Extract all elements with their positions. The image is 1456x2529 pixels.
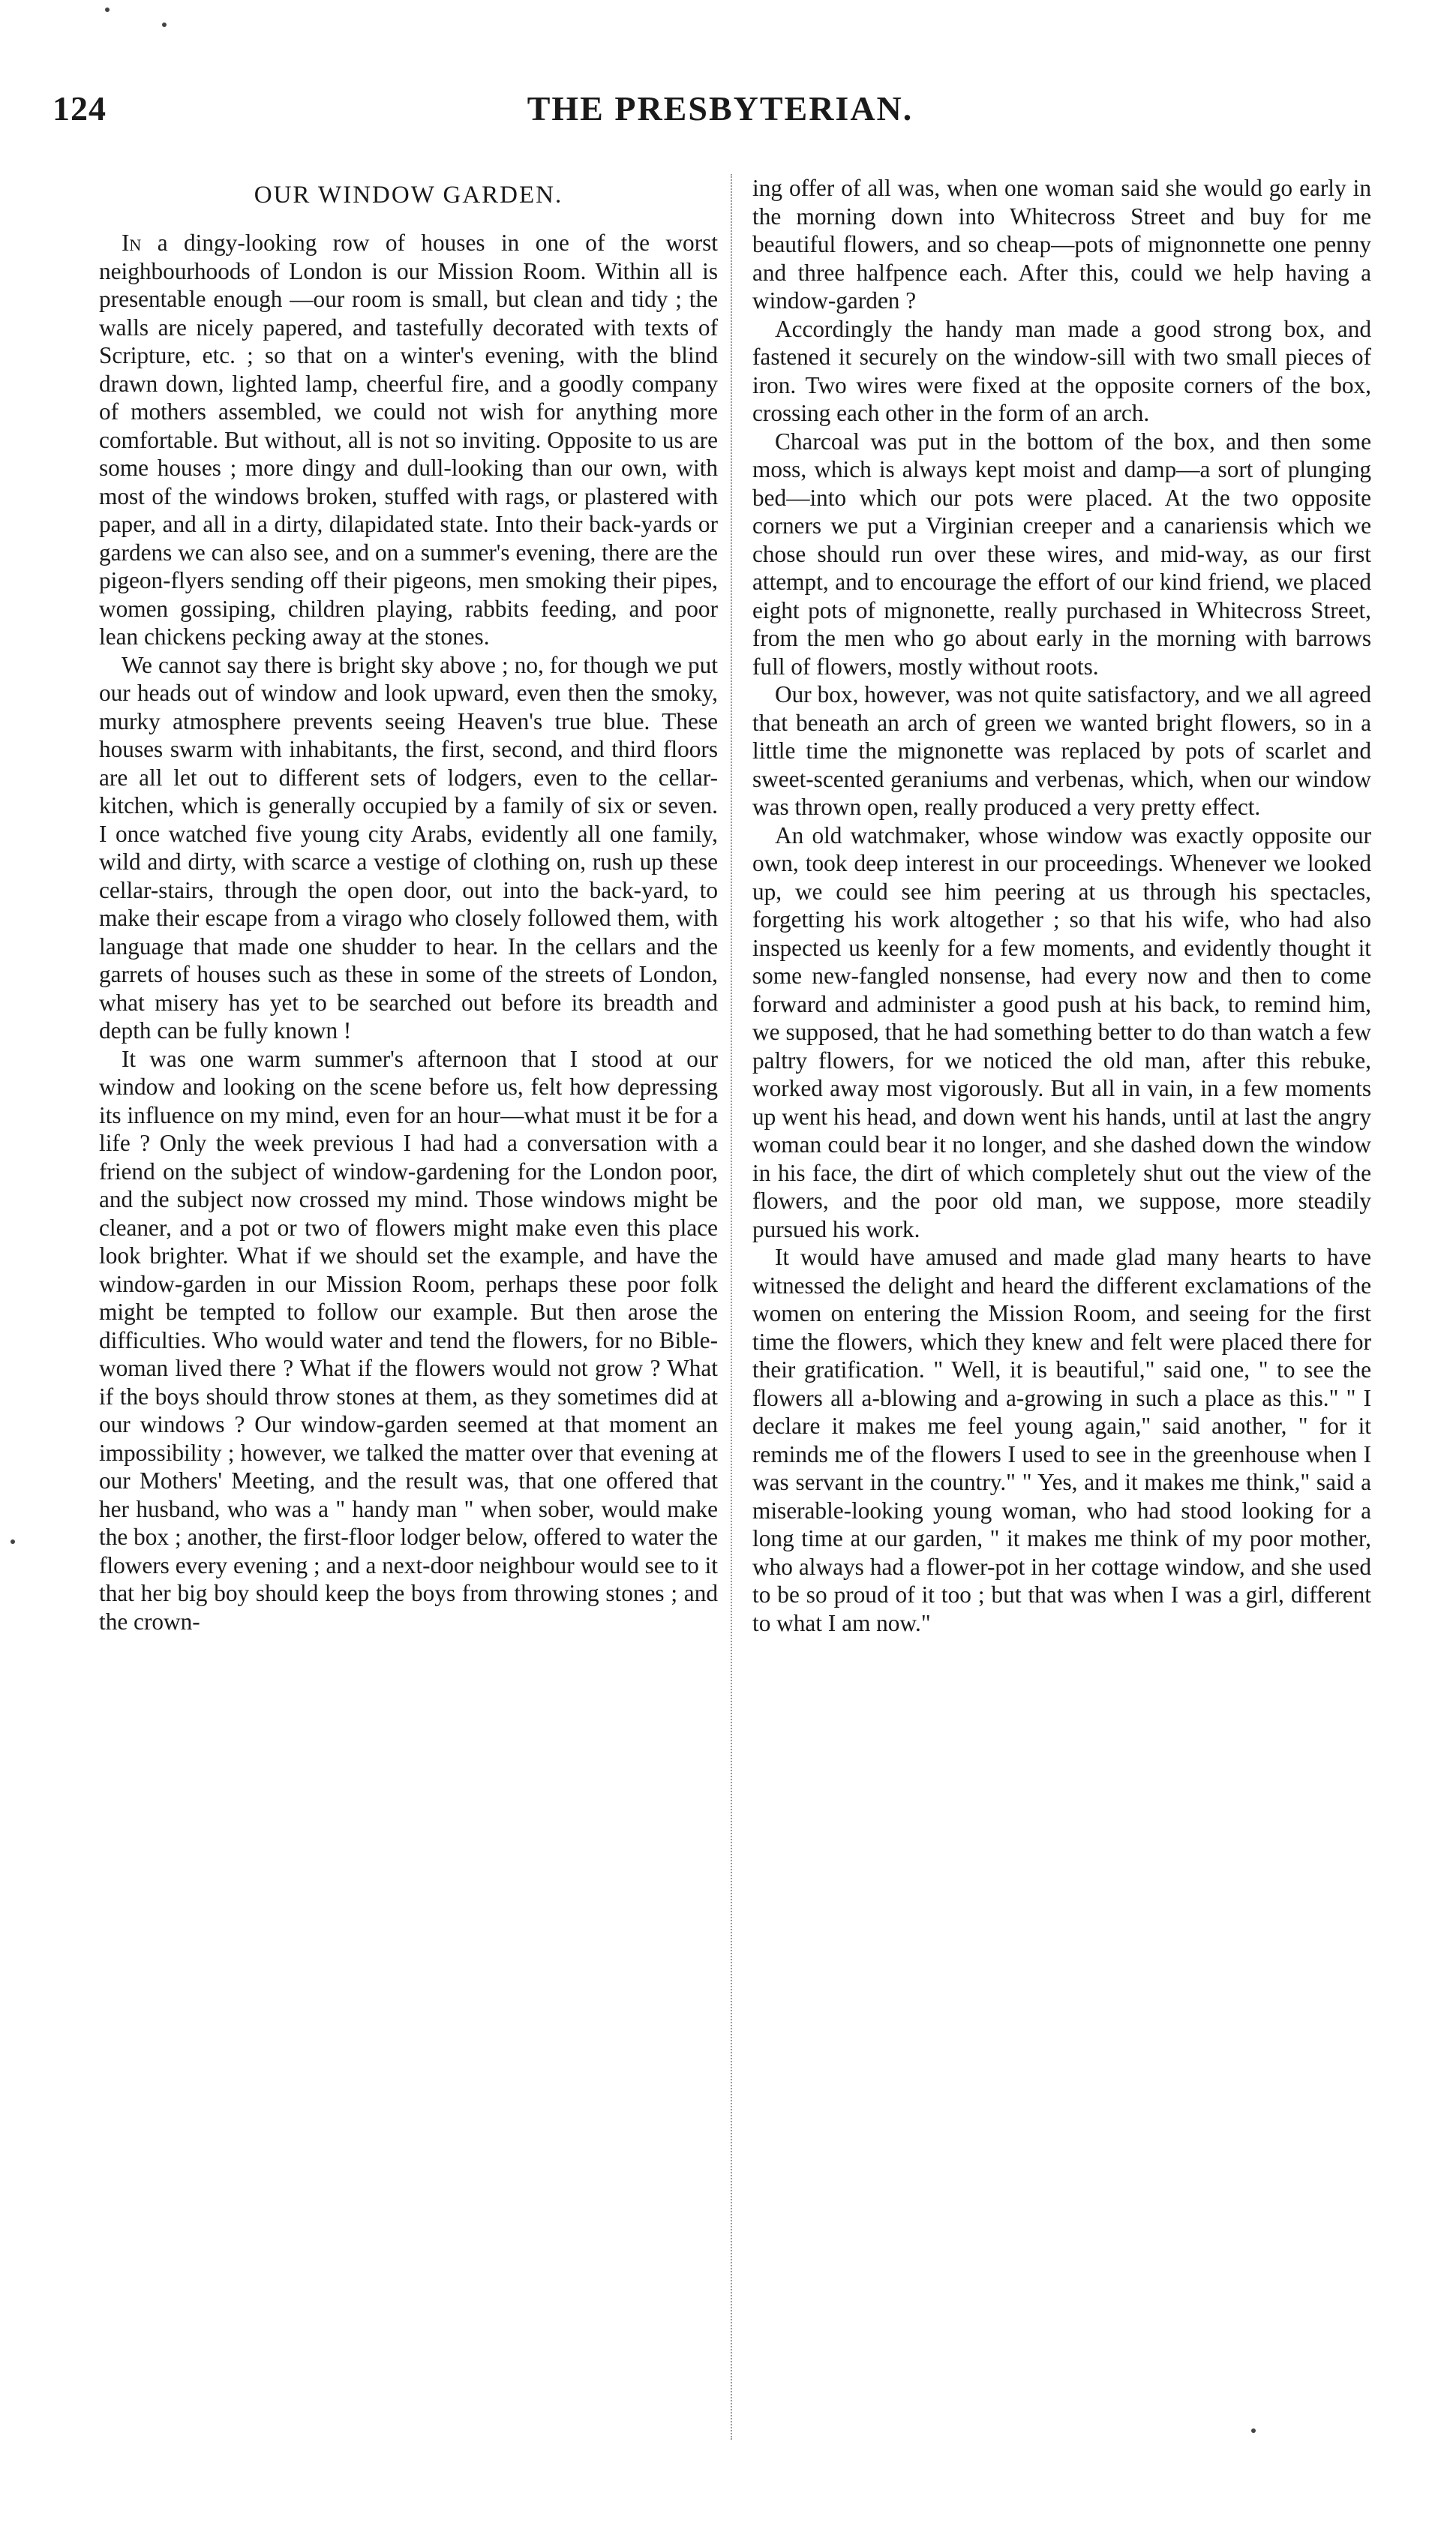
running-title: THE PRESBYTERIAN. [527,89,914,128]
paragraph [752,821,1371,1244]
paragraph-text: Our box, however, was not quite satisfactory, and we all agreed that beneath an arch of green we wanted bright flowers, so in a little time the mignonette was replaced by pots of scarlet and sweet-scented geraniums and verbenas, which, when our window was thrown open, really produced a very pretty effect. [752,681,1371,820]
paragraph [99,651,718,1045]
paragraph [99,1045,718,1636]
paragraph-text: ing offer of all was, when one woman said she would go early in the morning down into Whitecross Street and buy for me beautiful flowers, and so cheap—pots of mignonnette one penny and three halfpence each. After this, could we help having a window-garden ? [752,175,1371,314]
paragraph-text: An old watchmaker, whose window was exactly opposite our own, took deep interest in our proceedings. Whenever we looked up, we could see him peering at us through his spectacles, forgetting his work altogether ; so that his wife, who had also inspected us keenly for a few moments, and evidently thought it some new-fangled nonsense, had every now and then to come forward and administer a good push at his back, to remind him, we supposed, that he had something better to do than watch a few paltry flowers, for we noticed the old man, after this rebuke, worked away most vigorously. But all in vain, in a few moments up went his head, and down went his hands, until at last the angry woman could bear it no longer, and she dashed down the window in his face, the dirt of which completely shut out the view of the flowers, and the poor old man, we suppose, more steadily pursued his work. [752,821,1371,1242]
article-title: OUR WINDOW GARDEN. [254,182,563,209]
page-number: 124 [53,89,107,128]
page-header [53,89,1388,141]
print-speck [162,23,167,27]
opening-word: In [122,230,142,256]
paragraph [752,315,1371,428]
paragraph [752,428,1371,681]
paragraph-text: We cannot say there is bright sky above ; no, for though we put our heads out of window and look upward, even then the smoky, murky atmosphere prevents seeing Heaven's true blue. These houses swarm with inhabitants, the first, second, and third floors are all let out to different sets of lodgers, even to the cellar-kitchen, which is generally occupied by a family of six or seven. I once watched five young city Arabs, evidently all one family, wild and dirty, with scarce a vestige of clothing on, rush up these cellar-stairs, through the open door, out into the back-yard, to make their escape from a virago who closely followed them, with language that made one shudder to hear. In the cellars and the garrets of houses such as these in some of the streets of London, what misery has yet to be searched out before its breadth and depth can be fully known ! [99,651,718,1044]
paragraph-text: It would have amused and made glad many hearts to have witnessed the delight and heard the different exclamations of the women on entering the Mission Room, and seeing for the first time the flowers, which they knew and felt were placed there for their gratification. " Well, it is beautiful," said one, " to see the flowers all a-blowing and a-growing in such a place as this." " I declare it makes me feel young again," said another, " for it reminds me of the flowers I used to see in the greenhouse when I was servant in the country." " Yes, and it makes me think," said a miserable-looking young woman, who had stood looking for a long time at our garden, " it makes me think of my poor mother, who always had a flower-pot in her cottage window, and she used to be so proud of it too ; but that was when I was a girl, different to what I am now." [752,1244,1371,1636]
paragraph-text: Accordingly the handy man made a good strong box, and fastened it securely on the window-sill with two small pieces of iron. Two wires were fixed at the opposite corners of the box, crossing each other in the form of an arch. [752,315,1371,426]
right-column [752,174,1371,2455]
left-column [99,174,718,2455]
paragraph-text: a dingy-looking row of houses in one of the worst neighbourhoods of London is our Mission Room. Within all is presentable enough —our room is small, but clean and tidy ; the walls are nicely papered, and tastefully decorated with texts of Scripture, etc. ; so that on a winter's evening, with the blind drawn down, lighted lamp, cheerful fire, and a goodly company of mothers assembled, we could not wish for anything more comfortable. But without, all is not so inviting. Opposite to us are some houses ; more dingy and dull-looking than our own, with most of the windows broken, stuffed with rags, or plastered with paper, and all in a dirty, dilapidated state. Into their back-yards or gardens we can also see, and on a summer's evening, there are the pigeon-flyers sending off their pigeons, men smoking their pipes, women gossiping, children playing, rabbits feeding, and poor lean chickens pecking away at the stones. [99,230,718,650]
paragraph [99,229,718,651]
column-divider [731,174,732,2440]
print-speck [1251,2428,1256,2433]
paragraph [752,1243,1371,1637]
print-speck [11,1539,15,1544]
paragraph-continued [752,174,1371,315]
paragraph-text: Charcoal was put in the bottom of the box, and then some moss, which is always kept moist and damp—a sort of plunging bed—into which our pots were placed. At the two opposite corners we put a Virginian creeper and a canariensis which we chose should run over these wires, and mid-way, as our first attempt, and to encourage the effort of our kind friend, we placed eight pots of mignonette, really purchased in Whitecross Street, from the men who go about early in the morning with barrows full of flowers, mostly without roots. [752,428,1371,680]
print-speck [105,8,110,12]
paragraph-text: It was one warm summer's afternoon that I stood at our window and looking on the scene before us, felt how depressing its influence on my mind, even for an hour—what must it be for a life ? Only the week previous I had had a conversation with a friend on the subject of window-gardening for the London poor, and the subject now crossed my mind. Those windows might be cleaner, and a pot or two of flowers might make even this place look brighter. What if we should set the example, and have the window-garden in our Mission Room, perhaps these poor folk might be tempted to follow our example. But then arose the difficulties. Who would water and tend the flowers, for no Bible-woman lived there ? What if the flowers would not grow ? What if the boys should throw stones at them, as they sometimes did at our windows ? Our window-garden seemed at that moment an impossibility ; however, we talked the matter over that evening at our Mothers' Meeting, and the result was, that one offered that her husband, who was a " handy man " when sober, would make the box ; another, the first-floor lodger below, offered to water the flowers every evening ; and a next-door neighbour would see to it that her big boy should keep the boys from throwing stones ; and the crown- [99,1045,718,1635]
paragraph [752,680,1371,821]
